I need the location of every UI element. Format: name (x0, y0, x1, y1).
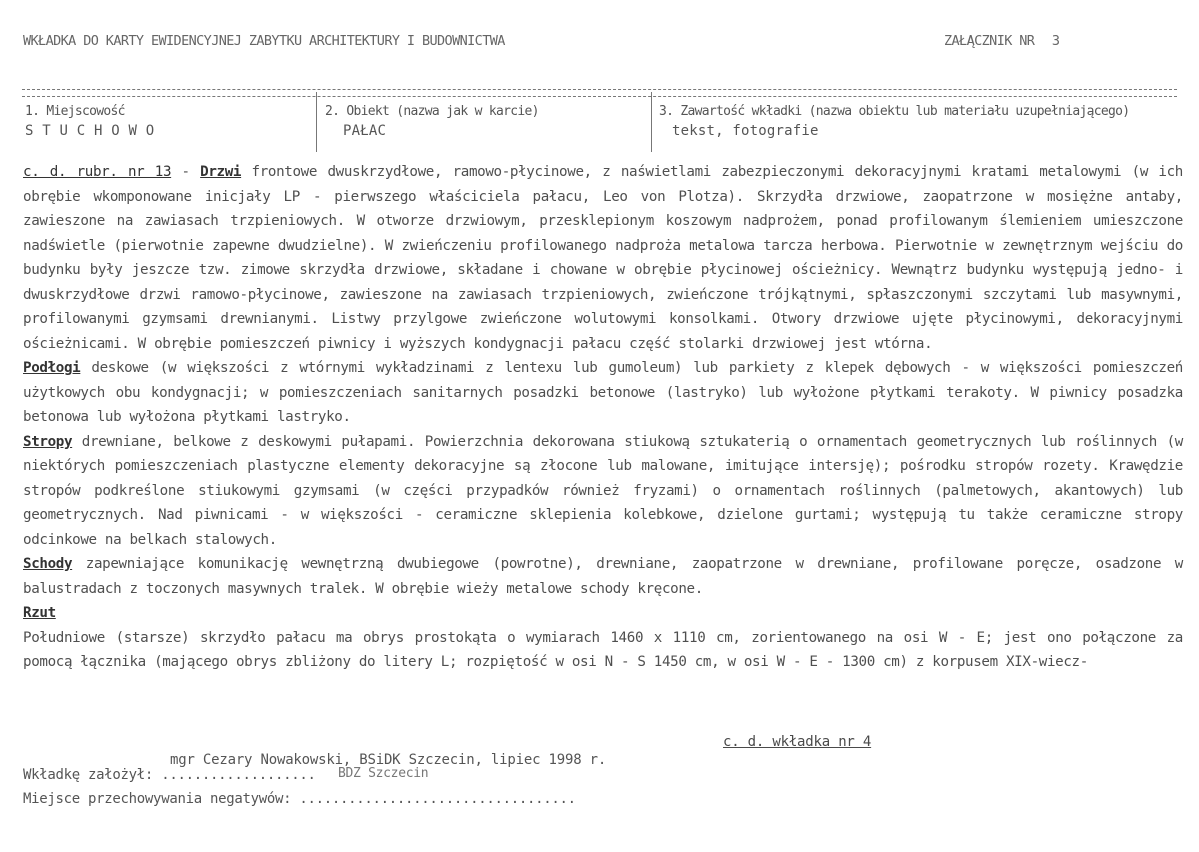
heading-stropy: Stropy (23, 433, 73, 450)
table-top-rule-2 (22, 96, 1177, 97)
locality-value: S T U C H O W O (25, 123, 155, 139)
paragraph-stropy (23, 430, 1183, 553)
heading-rzut: Rzut (23, 605, 56, 621)
table-top-rule (22, 89, 1177, 90)
negatives-location-line: Miejsce przechowywania negatywów: .................................. (23, 791, 576, 807)
object-value: PAŁAC (343, 123, 387, 139)
text-schody: zapewniające komunikację wewnętrzną dwubiegowe (powrotne), drewniane, zaopatrzone w drewniane, profilowane poręcze, osadzone w balustradach z toczonych masywnych tralek. W obrębie wieży metalowe schody kręcone. (23, 556, 1183, 597)
text-stropy: drewniane, belkowe z deskowymi pułapami. Powierzchnia dekorowana stiukową sztukaterią o ornamentach geometrycznych lub roślinnych (w niektórych pomieszczeniach plastyczne elementy dekoracyjne są złocone lub malowane, imitujące intersję); pośrodku stropów rozety. Krawędzie stropów podkreślone stiukowymi gzymsami (w części przypadków również fryzami) o ornamentach roślinnych (palmetowych, akantowych) lub geometrycznych. Nad piwnicami - w większości - ceramiczne sklepienia kolebkowe, dzielone gurtami; występują tu także ceramiczne stropy odcinkowe na belkach stalowych. (23, 433, 1183, 548)
form-title: WKŁADKA DO KARTY EWIDENCYJNEJ ZABYTKU ARCHITEKTURY I BUDOWNICTWA (23, 33, 505, 49)
attachment-number-header (944, 33, 1059, 49)
paragraph-drzwi: c. d. rubr. nr 13 - Drzwi frontowe dwuskrzydłowe, ramowo-płycinowe, z naświetlami zabezpieczonymi dekoracyjnymi kratami metalowymi (w ich obrębie wkomponowane inicjały LP - pierwszego właściciela pałacu, Leo von Plotza). Skrzydła drzwiowe, zaopatrzone w mosiężne antaby, zawieszone na zawiasach trzpieniowych. W otworze drzwiowym, przesklepionym koszowym nadprożem, ponad profilowanym ślemieniem umieszczone nadświetle (pierwotnie zapewne dwudzielne). W zwieńczeniu profilowanego nadproża metalowa tarcza herbowa. Pierwotnie w zewnętrznym wejściu do budynku były jeszcze tzw. zimowe skrzydła drzwiowe, składane i chowane w obrębie płycinowej ościeżnicy. Wewnątrz budynku występują jedno- i dwuskrzydłowe drzwi ramowo-płycinowe, zawieszone na zawiasach trzpieniowych, zwieńczone trójkątnymi, spłaszczonymi szczytami lub masywnymi, profilowanymi gzymsami drewnianymi. Listwy przylgowe zwieńczone wolutowymi konsolkami. Otwory drzwiowe ujęte płycinowymi, dekoracyjnymi ościeżnicami. W obrębie pomieszczeń piwnicy i wyższych kondygnacji pałacu część stolarki drzwiowej jest wtórna. (23, 164, 1183, 352)
author-line: mgr Cezary Nowakowski, BSiDK Szczecin, lipiec 1998 r. (170, 752, 607, 768)
paragraph-podlogi (23, 356, 1183, 430)
rubric-reference: c. d. rubr. nr 13 (23, 164, 172, 180)
heading-schody: Schody (23, 556, 73, 572)
heading-drzwi: Drzwi (200, 164, 242, 180)
object-label: 2. Obiekt (nazwa jak w karcie) (325, 104, 539, 119)
heading-podlogi: Podłogi (23, 360, 81, 376)
continuation-note: c. d. wkładka nr 4 (723, 734, 872, 750)
created-by-line: Wkładkę założył: ................... (23, 767, 316, 783)
text-drzwi: frontowe dwuskrzydłowe, ramowo-płycinowe, z naświetlami zabezpieczonymi dekoracyjnymi kratami metalowymi (w ich obrębie wkomponowane inicjały LP - pierwszego właściciela pałacu, Leo von Plotza). Skrzydła drzwiowe, zaopatrzone w mosiężne antaby, zawieszone na zawiasach trzpieniowych. W otworze drzwiowym, przesklepionym koszowym nadprożem, ponad profilowanym ślemieniem umieszczone nadświetle (pierwotnie zapewne dwudzielne). W zwieńczeniu profilowanego nadproża metalowa tarcza herbowa. Pierwotnie w zewnętrznym wejściu do budynku były jeszcze tzw. zimowe skrzydła drzwiowe, składane i chowane w obrębie płycinowej ościeżnicy. Wewnątrz budynku występują jedno- i dwuskrzydłowe drzwi ramowo-płycinowe, zawieszone na zawiasach trzpieniowych, zwieńczone trójkątnymi, spłaszczonymi szczytami lub masywnymi, profilowanymi gzymsami drewnianymi. Listwy przylgowe zwieńczone wolutowymi konsolkami. Otwory drzwiowe ujęte płycinowymi, dekoracyjnymi ościeżnicami. W obrębie pomieszczeń piwnicy i wyższych kondygnacji pałacu część stolarki drzwiowej jest wtórna. (23, 164, 1183, 352)
contents-label: 3. Zawartość wkładki (nazwa obiektu lub materiału uzupełniającego) (659, 104, 1130, 119)
locality-label: 1. Miejscowość (25, 104, 125, 119)
paragraph-rzut (23, 626, 1183, 675)
attachment-number: 3 (1051, 33, 1060, 49)
contents-value: tekst, fotografie (672, 123, 819, 139)
attachment-label: ZAŁĄCZNIK NR (944, 33, 1035, 49)
text-rzut: Południowe (starsze) skrzydło pałacu ma obrys prostokąta o wymiarach 1460 x 1110 cm, zorientowanego na osi W - E; jest ono połączone za pomocą łącznika (mającego obrys zbliżony do litery L; rozpiętość w osi N - S 1450 cm, w osi W - E - 1300 cm) z korpusem XIX-wiecz- (23, 629, 1183, 670)
paragraph-schody (23, 552, 1183, 601)
table-divider-2 (651, 92, 652, 152)
paragraph-rzut-heading (23, 601, 1183, 626)
text-podlogi: deskowe (w większości z wtórnymi wykładzinami z lentexu lub gumoleum) lub parkiety z klepek dębowych - w większości pomieszczeń użytkowych obu kondygnacji; w pomieszczeniach sanitarnych posadzki betonowe (lastryko) lub wyłożone płytkami terakoty. W piwnicy posadzka betonowa lub wyłożona płytkami lastryko. (23, 360, 1183, 425)
table-divider-1 (316, 92, 317, 152)
office-stamp: BDZ Szczecin (338, 766, 429, 781)
description-body (23, 160, 1183, 675)
